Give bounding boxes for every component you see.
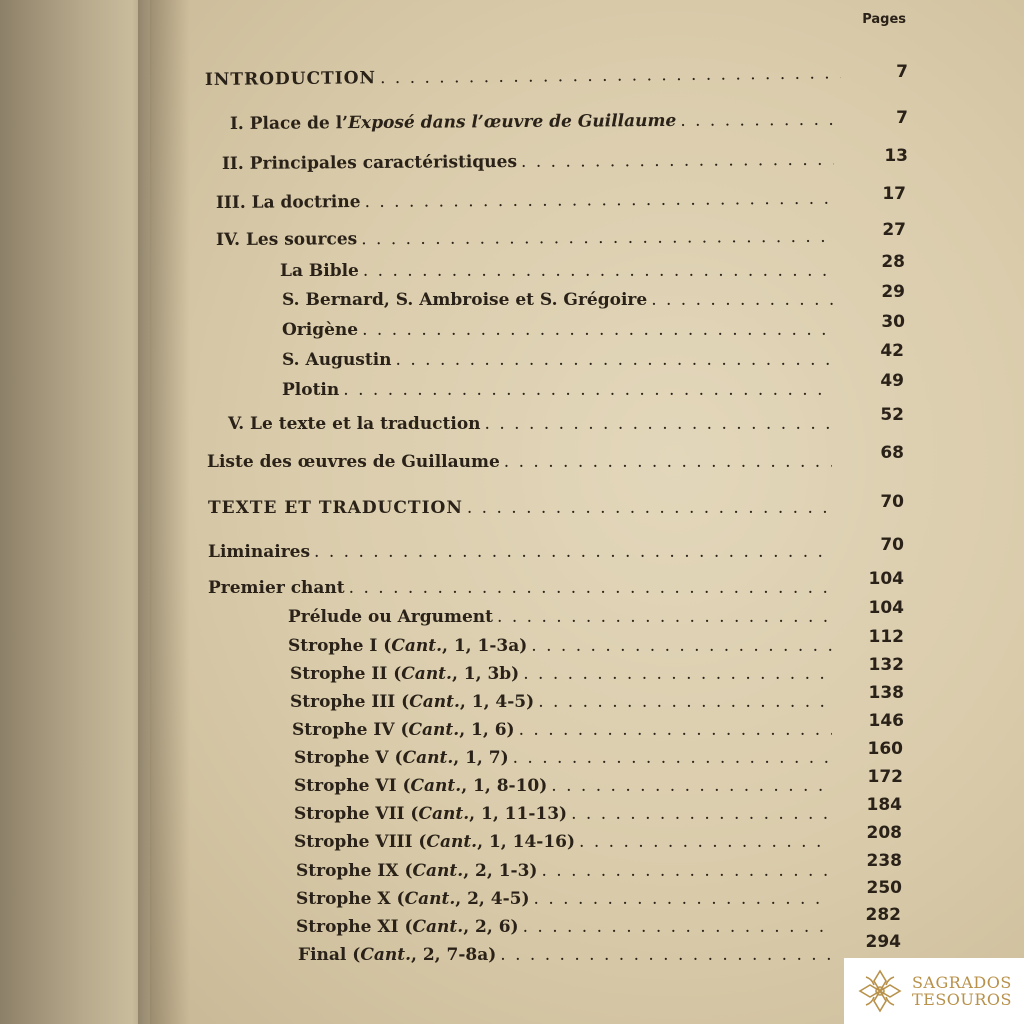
toc-entry	[282, 320, 836, 340]
toc-page-number: 146	[868, 711, 904, 731]
toc-entry	[296, 889, 834, 909]
leader-dots	[380, 63, 841, 88]
toc-entry	[216, 227, 836, 250]
leader-dots	[500, 945, 830, 965]
toc-label: Strophe X (Cant., 2, 4-5)	[296, 889, 530, 909]
leader-dots	[497, 607, 832, 627]
leader-dots	[521, 150, 834, 172]
leader-dots	[541, 861, 830, 881]
toc-page-number: 27	[882, 220, 906, 240]
toc-label: Strophe V (Cant., 1, 7)	[294, 748, 509, 768]
toc-entry	[222, 150, 838, 174]
toc-entry-texte-et-traduction	[208, 498, 838, 518]
toc-entry	[294, 832, 834, 852]
leader-dots	[362, 320, 832, 340]
toc-page-number: 250	[866, 878, 902, 898]
toc-entry	[294, 804, 834, 824]
toc-label: S. Augustin	[282, 350, 392, 370]
leader-dots	[551, 776, 832, 796]
toc-label: Strophe VIII (Cant., 1, 14-16)	[294, 832, 576, 852]
leader-dots	[523, 664, 832, 684]
toc-page-number: 208	[866, 823, 902, 843]
leader-dots	[531, 636, 832, 656]
toc-page-number: 172	[867, 767, 903, 787]
leader-dots	[467, 498, 834, 518]
toc-label: Liminaires	[208, 542, 311, 562]
toc-label: Plotin	[282, 380, 340, 400]
leader-dots	[504, 452, 832, 472]
toc-entry-introduction	[205, 63, 845, 90]
toc-page-number: 13	[884, 146, 908, 166]
toc-page-number: 184	[866, 795, 902, 815]
toc-label: Premier chant	[208, 578, 345, 598]
toc-page-number: 29	[881, 282, 905, 302]
toc-entry	[294, 748, 836, 768]
pages-column-header: Pages	[862, 12, 906, 27]
toc-page-number: 138	[868, 683, 904, 703]
toc-label: Strophe XI (Cant., 2, 6)	[296, 917, 519, 937]
toc-label: Final (Cant., 2, 7-8a)	[298, 945, 497, 965]
leader-dots	[364, 189, 834, 212]
toc-label: V. Le texte et la traduction	[228, 414, 481, 434]
leader-dots	[361, 227, 832, 249]
toc-label: Strophe IV (Cant., 1, 6)	[292, 720, 515, 740]
leader-dots	[534, 889, 830, 909]
leader-dots	[651, 290, 834, 310]
leader-dots	[363, 261, 832, 281]
toc-entry	[207, 452, 836, 472]
toc-label: Liste des œuvres de Guillaume	[207, 452, 500, 472]
toc-page-number: 52	[880, 405, 904, 425]
toc-page-number: 42	[880, 341, 904, 361]
toc-entry	[290, 664, 836, 684]
toc-label: TEXTE ET TRADUCTION	[208, 498, 463, 518]
toc-entry	[288, 636, 836, 656]
toc-entry	[298, 945, 834, 965]
toc-label: Strophe IX (Cant., 2, 1-3)	[296, 861, 538, 881]
watermark-text: SAGRADOS TESOUROS	[911, 973, 1013, 1009]
toc-entry	[288, 607, 836, 627]
toc-page-number: 70	[880, 535, 904, 555]
toc-page-number: 294	[865, 932, 901, 952]
toc-label: S. Bernard, S. Ambroise et S. Grégoire	[282, 290, 648, 310]
toc-page-number: 282	[865, 905, 901, 925]
toc-page-number: 7	[896, 108, 908, 128]
toc-page-number: 28	[881, 252, 905, 272]
toc-page-number: 104	[868, 569, 904, 589]
toc-entry	[290, 692, 836, 712]
toc-label: Strophe VI (Cant., 1, 8-10)	[294, 776, 548, 796]
leader-dots	[519, 720, 832, 740]
toc-label: La Bible	[280, 261, 359, 281]
leader-dots	[349, 578, 832, 598]
toc-entry	[282, 380, 836, 400]
toc-page-number: 17	[882, 184, 906, 204]
toc-entry	[296, 861, 834, 881]
toc-label: Prélude ou Argument	[288, 607, 494, 627]
toc-page-number: 68	[880, 443, 904, 463]
toc-label: Strophe VII (Cant., 1, 11-13)	[294, 804, 568, 824]
leader-dots	[396, 350, 832, 370]
toc-label: II. Principales caractéristiques	[221, 151, 518, 174]
toc-label: III. La doctrine	[215, 191, 361, 213]
leader-dots	[523, 917, 830, 937]
toc-page-number: 238	[866, 851, 902, 871]
toc-entry	[282, 350, 836, 370]
toc-page-number: 30	[881, 312, 905, 332]
toc-label: Strophe II (Cant., 1, 3b)	[290, 664, 520, 684]
toc-label: Origène	[282, 320, 359, 340]
toc-entry	[292, 720, 836, 740]
toc-page-number: 160	[867, 739, 903, 759]
toc-label: INTRODUCTION	[204, 68, 377, 90]
toc-page-number: 49	[880, 371, 904, 391]
toc-label: Strophe I (Cant., 1, 1-3a)	[288, 636, 528, 656]
toc-entry	[230, 110, 842, 134]
leader-dots	[579, 832, 830, 852]
toc-page-number: 132	[868, 655, 904, 675]
toc-page-number: 104	[868, 598, 904, 618]
toc-label: I. Place de l’Exposé dans l’œuvre de Guillaume	[229, 110, 677, 134]
leader-dots	[343, 380, 832, 400]
toc-label: IV. Les sources	[215, 229, 358, 250]
toc-entry	[216, 189, 838, 213]
toc-entry	[282, 290, 838, 310]
toc-label: Strophe III (Cant., 1, 4-5)	[290, 692, 535, 712]
toc-entry	[208, 578, 836, 598]
toc-entry	[228, 414, 836, 434]
toc-page-number: 70	[880, 492, 904, 512]
leader-dots	[538, 692, 832, 712]
toc-entry	[208, 542, 836, 562]
watermark-logo	[844, 958, 1024, 1024]
toc-entry	[280, 261, 836, 281]
ornament-icon	[856, 967, 904, 1015]
leader-dots	[571, 804, 830, 824]
toc-entry	[294, 776, 836, 796]
leader-dots	[680, 110, 838, 131]
toc-page-number: 7	[896, 62, 908, 82]
leader-dots	[513, 748, 832, 768]
leader-dots	[485, 414, 832, 434]
leader-dots	[314, 542, 832, 562]
toc-entry	[296, 917, 834, 937]
toc-page-number: 112	[868, 627, 904, 647]
